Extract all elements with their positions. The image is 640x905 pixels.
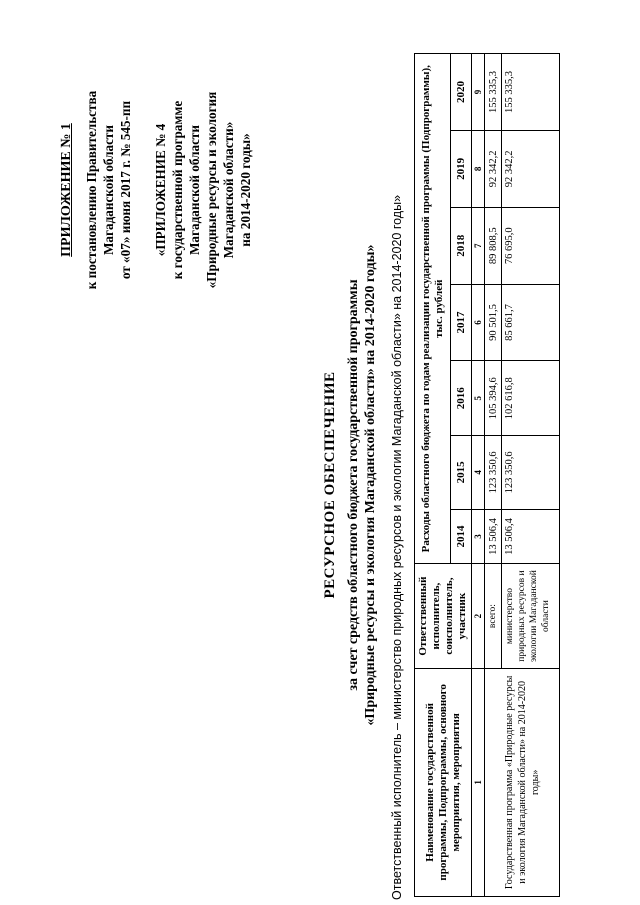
value-cell: 85 661,7 [502,284,560,361]
column-number: 2 [472,564,485,668]
appendix-line: к постановлению Правительства [84,90,99,290]
program-name-cell: Государственная программа «Природные ресурсы и экология Магаданской области» на 2014-2020 годы» [485,668,560,896]
appendix-heading-2: «ПРИЛОЖЕНИЕ № 4 [153,123,168,257]
appendix-line: на 2014-2020 годы» [238,133,253,247]
value-cell: 155 335,3 [502,54,560,131]
appendix-block [58,20,254,360]
value-cell: 90 501,5 [485,284,502,361]
column-number: 5 [472,361,485,436]
value-cell: 155 335,3 [485,54,502,131]
header-executor: Ответственный исполнитель, соисполнитель, участник [415,564,472,668]
responsible-executor-line: Ответственный исполнитель – министерство природных ресурсов и экологии Магаданской области» на 2014-2020 годы» [390,194,404,900]
document-title [322,105,379,865]
column-number-row [472,54,485,897]
executor-cell: министерство природных ресурсов и экологии Магаданской области [502,564,560,668]
header-year: 2015 [451,436,472,510]
value-cell: 92 342,2 [485,130,502,207]
value-cell: 102 616,8 [502,361,560,436]
header-year: 2016 [451,361,472,436]
column-number: 4 [472,436,485,510]
title-main: РЕСУРСНОЕ ОБЕСПЕЧЕНИЕ [322,371,338,599]
column-number: 6 [472,284,485,361]
column-number: 7 [472,207,485,284]
resource-table [414,53,560,897]
header-expenses-group: Расходы областного бюджета по годам реализации государственной программы (Подпрограммы), тыс. рублей [415,54,451,564]
header-year: 2017 [451,284,472,361]
column-number: 3 [472,509,485,564]
value-cell: 13 506,4 [502,509,560,564]
executor-cell: всего: [485,564,502,668]
header-program-name: Наименование государственной программы, Подпрограммы, основного мероприятия, мероприятия [415,668,472,896]
title-line: «Природные ресурсы и экология Магаданской области» на 2014-2020 годы» [363,244,378,726]
header-year: 2019 [451,130,472,207]
header-year: 2018 [451,207,472,284]
appendix-line: Магаданской области» [221,121,236,259]
column-number: 9 [472,54,485,131]
header-year: 2020 [451,54,472,131]
value-cell: 89 808,5 [485,207,502,284]
table-row-total [485,54,502,897]
appendix-line: от «07» июня 2017 г. № 545-пп [118,100,133,280]
value-cell: 105 394,6 [485,361,502,436]
appendix-line: к государственной программе [170,100,185,280]
column-number: 1 [472,668,485,896]
appendix-line: «Природные ресурсы и экология [204,91,219,289]
title-line: за счет средств областного бюджета государственной программы [346,279,361,691]
appendix-heading: ПРИЛОЖЕНИЕ № 1 [59,123,74,257]
appendix-line: Магаданской области [187,124,202,256]
value-cell: 76 695,0 [502,207,560,284]
header-year: 2014 [451,509,472,564]
appendix-line: Магаданской области [101,124,116,256]
value-cell: 123 350,6 [485,436,502,510]
column-number: 8 [472,130,485,207]
value-cell: 123 350,6 [502,436,560,510]
value-cell: 13 506,4 [485,509,502,564]
value-cell: 92 342,2 [502,130,560,207]
